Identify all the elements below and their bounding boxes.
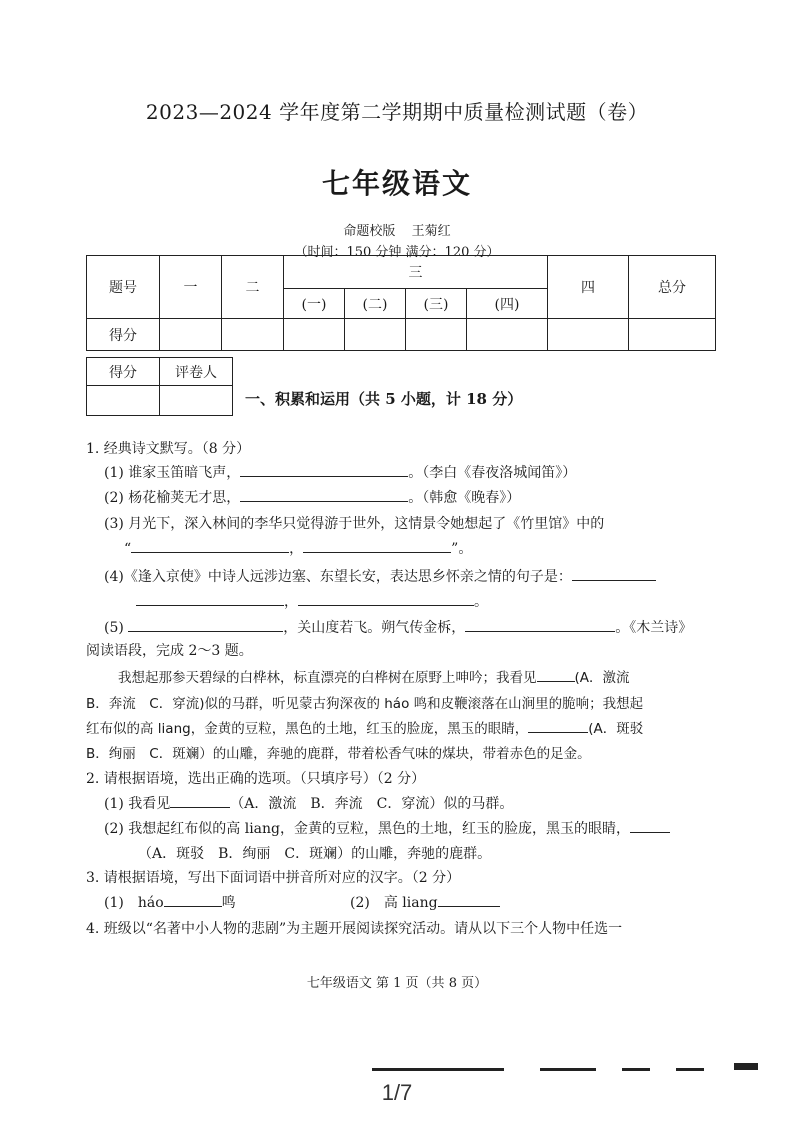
q1-part-4 (104, 566, 656, 586)
passage-text: (A．激流 (574, 670, 630, 686)
q2-part-1 (104, 793, 513, 813)
answer-blank[interactable] (136, 591, 284, 606)
score-cell[interactable] (467, 319, 548, 351)
answer-blank[interactable] (572, 566, 656, 581)
answer-blank[interactable] (438, 892, 500, 907)
scan-artifact-line (372, 1068, 504, 1071)
q1-part-4-answer (136, 591, 488, 611)
grader-score-label: 得分 (87, 358, 160, 386)
passage-line-1 (118, 666, 630, 686)
subject-title: 七年级语文 (321, 167, 472, 200)
time-info: （时间：150 分钟 满分：120 分） (294, 245, 500, 260)
q1-part-1-source: 。（李白《春夜洛城闻笛》） (408, 465, 577, 481)
score-table-total: 总分 (629, 256, 716, 319)
score-table-col-1: 一 (160, 256, 222, 319)
q3-part-1-suffix: 鸣 (221, 895, 236, 911)
q2-part-2 (104, 818, 670, 838)
author-label: 命题校版 (343, 224, 396, 239)
period: 。 (474, 594, 488, 610)
answer-blank[interactable] (303, 538, 451, 553)
answer-blank[interactable] (240, 462, 408, 477)
scan-artifact-line (676, 1068, 704, 1071)
q3-part-1 (104, 892, 236, 912)
answer-blank[interactable] (240, 487, 408, 502)
q3-part-2 (350, 892, 500, 912)
score-cell[interactable] (406, 319, 467, 351)
grader-name-label: 评卷人 (160, 358, 233, 386)
answer-blank[interactable] (128, 617, 283, 632)
page-footer: 七年级语文 第 1 页（共 8 页） (306, 976, 488, 991)
q1-part-1 (104, 462, 576, 482)
q1-part-2-source: 。（韩愈《晚春》） (408, 490, 521, 506)
section-1-heading: 一、积累和运用（共 5 小题，计 18 分） (245, 390, 523, 408)
score-table-sub-3: (三) (406, 289, 467, 319)
score-cell[interactable] (284, 319, 345, 351)
q1-part-3: (3) 月光下，深入林间的李华只觉得游于世外，这情景令她想起了《竹里馆》中的 (104, 516, 605, 532)
passage-line-3 (86, 717, 643, 737)
q2-stem: 2. 请根据语境，选出正确的选项。（只填序号）（2 分） (86, 771, 426, 787)
author-name: 王菊红 (411, 224, 451, 239)
grader-score-cell[interactable] (87, 386, 160, 416)
grader-name-cell[interactable] (160, 386, 233, 416)
score-table-col-4: 四 (548, 256, 629, 319)
scan-artifact-line (734, 1063, 758, 1070)
answer-blank (537, 667, 575, 682)
scan-artifact-line (540, 1068, 596, 1071)
comma: ， (289, 541, 304, 557)
score-table-score-label: 得分 (87, 319, 160, 351)
score-table (86, 255, 716, 351)
score-table-col-2: 二 (222, 256, 284, 319)
page-indicator: 1/7 (381, 1080, 413, 1105)
answer-blank[interactable] (164, 892, 222, 907)
answer-blank[interactable] (630, 818, 670, 833)
q1-part-2 (104, 487, 520, 507)
q1-part-4-text: (4)《逢入京使》中诗人远涉边塞、东望长安，表达思乡怀亲之情的句子是： (104, 569, 572, 585)
q2-part-1-text: (1) 我看见 (104, 796, 171, 812)
q4-stem: 4. 班级以“名著中小人物的悲剧”为主题开展阅读探究活动。请从以下三个人物中任选一 (86, 921, 623, 937)
close-quote: ”。 (451, 541, 473, 557)
q3-part-2-text: (2) 高 liang (350, 895, 438, 911)
q1-part-3-answer (124, 538, 472, 558)
answer-blank[interactable] (465, 617, 615, 632)
q2-part-2-text: (2) 我想起红布似的高 liang，金黄的豆粒，黑色的土地，红玉的脸庞，黑玉的眼睛， (104, 821, 631, 837)
answer-blank[interactable] (170, 793, 230, 808)
answer-blank[interactable] (131, 538, 289, 553)
q1-part-5-num: (5) (104, 620, 124, 636)
q1-part-5-text: ，关山度若飞。朔气传金柝， (283, 620, 466, 636)
score-cell[interactable] (629, 319, 716, 351)
q1-stem: 1. 经典诗文默写。（8 分） (86, 441, 251, 457)
q1-part-2-text: (2) 杨花榆荚无才思， (104, 490, 241, 506)
exam-title: 2023—2024 学年度第二学期期中质量检测试题（卷） (145, 100, 649, 124)
answer-blank[interactable] (298, 591, 474, 606)
q2-part-1-options: （A．激流 B．奔流 C．穿流）似的马群。 (230, 796, 514, 812)
score-table-sub-2: (二) (345, 289, 406, 319)
q3-part-1-text: (1) háo (104, 895, 164, 911)
score-table-col-3: 三 (284, 256, 548, 289)
reading-intro: 阅读语段，完成 2～3 题。 (86, 643, 253, 659)
score-table-sub-4: (四) (467, 289, 548, 319)
scan-artifact-line (622, 1068, 650, 1071)
q2-part-2-options: （A．斑驳 B．绚丽 C．斑斓）的山雕，奔驰的鹿群。 (138, 846, 492, 862)
q1-part-5-source: 。《木兰诗》 (615, 620, 693, 636)
score-cell[interactable] (548, 319, 629, 351)
grader-table (86, 357, 233, 416)
passage-text: (A．斑驳 (588, 721, 644, 737)
passage-line-2: B．奔流 C．穿流)似的马群，听见蒙古狗深夜的 háo 鸣和皮鞭滚落在山涧里的脆响；我想起 (86, 696, 644, 712)
author-line (0, 220, 794, 239)
score-cell[interactable] (222, 319, 284, 351)
score-table-header-label: 题号 (87, 256, 160, 319)
answer-blank (528, 718, 588, 733)
open-quote: “ (124, 541, 132, 557)
passage-text: 红布似的高 liang，金黄的豆粒，黑色的土地，红玉的脸庞，黑玉的眼睛， (86, 721, 529, 737)
score-table-sub-1: (一) (284, 289, 345, 319)
score-cell[interactable] (345, 319, 406, 351)
passage-line-4: B．绚丽 C．斑斓）的山雕，奔驰的鹿群，带着松香气味的煤块，带着赤色的足金。 (86, 746, 591, 762)
q1-part-5 (104, 617, 692, 637)
q1-part-1-text: (1) 谁家玉笛暗飞声， (104, 465, 241, 481)
passage-text: 我想起那参天碧绿的白桦林，标直漂亮的白桦树在原野上呻吟；我看见 (118, 670, 537, 686)
comma: ， (284, 594, 298, 610)
score-cell[interactable] (160, 319, 222, 351)
q3-stem: 3. 请根据语境，写出下面词语中拼音所对应的汉字。（2 分） (86, 870, 461, 886)
